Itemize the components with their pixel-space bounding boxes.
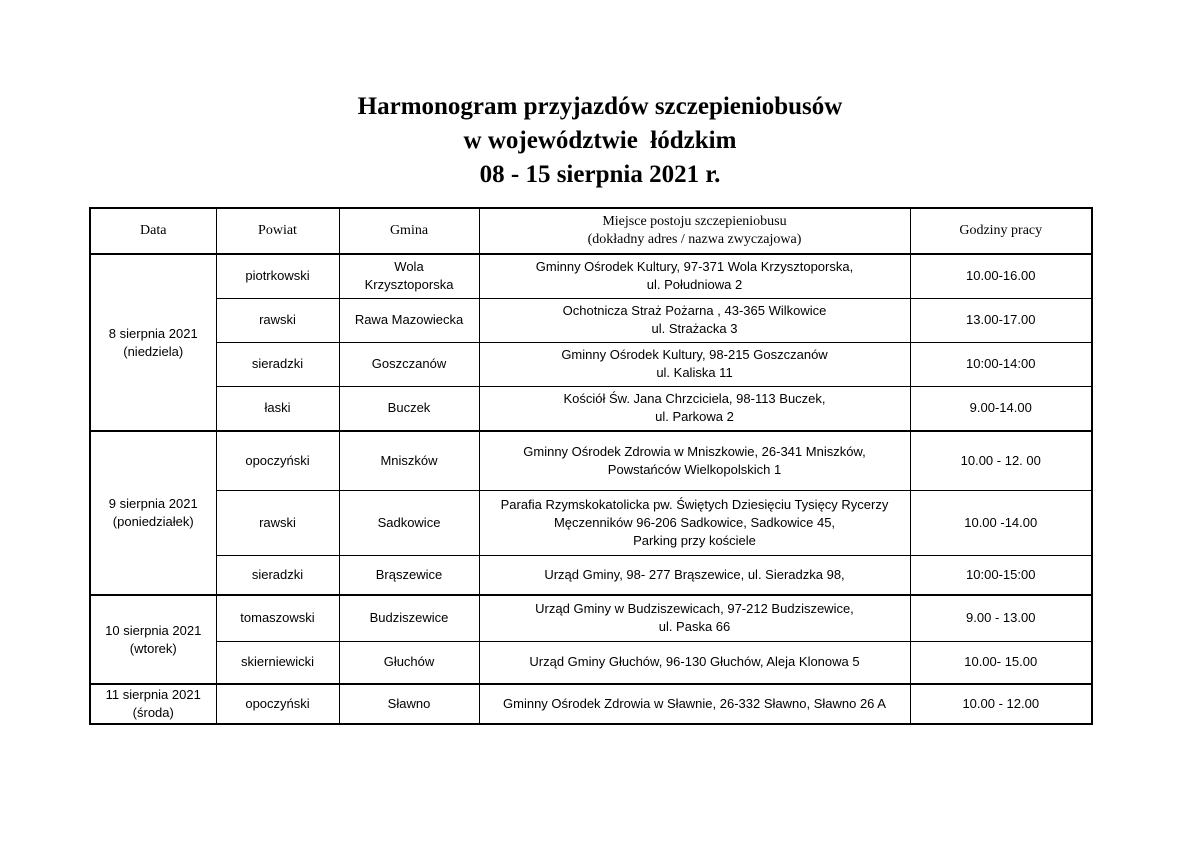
- location-cell: [479, 342, 910, 386]
- cell-line: Ochotnicza Straż Pożarna , 43-365 Wilkowice: [562, 303, 827, 318]
- hours-cell: 10:00-14:00: [910, 342, 1092, 386]
- date-cell: [90, 431, 216, 595]
- cell-line: Gminny Ośrodek Kultury, 98-215 Goszczanów: [561, 347, 828, 362]
- table-row: [90, 595, 1092, 641]
- title-line-3: 08 - 15 sierpnia 2021 r.: [479, 161, 721, 188]
- county-cell: tomaszowski: [216, 595, 339, 641]
- cell-line: Gminny Ośrodek Zdrowia w Mniszkowie, 26-341 Mniszków,: [523, 443, 866, 459]
- county-cell: rawski: [216, 298, 339, 342]
- date-line: 9 sierpnia 2021: [108, 496, 198, 511]
- commune-cell: [339, 641, 479, 684]
- schedule-table: [89, 207, 1093, 725]
- title-line-2: w województwie łódzkim: [463, 127, 737, 154]
- date-cell: [90, 595, 216, 684]
- county-cell: sieradzki: [216, 342, 339, 386]
- header-county: Powiat: [216, 208, 339, 254]
- table-row: [90, 386, 1092, 431]
- document-title: [0, 90, 1200, 192]
- county-cell: opoczyński: [216, 431, 339, 490]
- cell-line: ul. Kaliska 11: [656, 365, 733, 380]
- cell-line: ul. Południowa 2: [646, 277, 743, 293]
- county-cell: rawski: [216, 490, 339, 555]
- cell-line: Buczek: [387, 400, 431, 416]
- cell-line: Budziszewice: [369, 610, 449, 626]
- commune-cell: [339, 254, 479, 298]
- header-commune: Gmina: [339, 208, 479, 254]
- cell-line: Gminny Ośrodek Kultury, 97-371 Wola Krzysztoporska,: [535, 259, 854, 275]
- location-cell: [479, 431, 910, 490]
- weekday-line: (niedziela): [123, 343, 184, 359]
- hours-cell: 13.00-17.00: [910, 298, 1092, 342]
- hours-cell: 10:00-15:00: [910, 555, 1092, 595]
- table-row: [90, 641, 1092, 684]
- table-row: [90, 342, 1092, 386]
- cell-line: Urząd Gminy Głuchów, 96-130 Głuchów, Aleja Klonowa 5: [529, 654, 860, 670]
- commune-cell: [339, 298, 479, 342]
- location-cell: [479, 595, 910, 641]
- table-row: [90, 431, 1092, 490]
- cell-line: Sławno: [387, 696, 431, 711]
- commune-cell: [339, 342, 479, 386]
- weekday-line: (wtorek): [129, 640, 177, 656]
- header-location-line-1: Miejsce postoju szczepieniobusu: [602, 214, 787, 229]
- cell-line: Męczenników 96-206 Sadkowice, Sadkowice 45,: [553, 514, 836, 530]
- location-cell: [479, 254, 910, 298]
- cell-line: Urząd Gminy w Budziszewicach, 97-212 Budziszewice,: [535, 601, 854, 617]
- commune-cell: [339, 431, 479, 490]
- date-line: 10 sierpnia 2021: [105, 622, 202, 638]
- date-cell: [90, 254, 216, 431]
- cell-line: Wola: [394, 259, 424, 275]
- header-location: [479, 208, 910, 254]
- cell-line: Rawa Mazowiecka: [354, 312, 464, 327]
- hours-cell: 10.00 - 12. 00: [910, 431, 1092, 490]
- commune-cell: [339, 490, 479, 555]
- hours-cell: 10.00 -14.00: [910, 490, 1092, 555]
- county-cell: piotrkowski: [216, 254, 339, 298]
- cell-line: ul. Strażacka 3: [651, 321, 738, 336]
- cell-line: ul. Parkowa 2: [655, 409, 734, 425]
- location-cell: [479, 298, 910, 342]
- hours-cell: 10.00-16.00: [910, 254, 1092, 298]
- commune-cell: [339, 555, 479, 595]
- commune-cell: [339, 684, 479, 724]
- cell-line: Urząd Gminy, 98- 277 Brąszewice, ul. Sieradzka 98,: [544, 566, 845, 582]
- county-cell: sieradzki: [216, 555, 339, 595]
- cell-line: Krzysztoporska: [364, 277, 454, 293]
- county-cell: opoczyński: [216, 684, 339, 724]
- county-cell: skierniewicki: [216, 641, 339, 684]
- location-cell: [479, 641, 910, 684]
- title-line-1: Harmonogram przyjazdów szczepieniobusów: [357, 93, 843, 120]
- cell-line: Parking przy kościele: [633, 532, 756, 548]
- commune-cell: [339, 595, 479, 641]
- date-line: 8 sierpnia 2021: [108, 325, 198, 341]
- county-cell: łaski: [216, 386, 339, 431]
- header-location-line-2: (dokładny adres / nazwa zwyczajowa): [587, 232, 802, 247]
- cell-line: Brąszewice: [375, 566, 443, 582]
- location-cell: [479, 490, 910, 555]
- location-cell: [479, 386, 910, 431]
- cell-line: Głuchów: [383, 654, 435, 670]
- date-line: 11 sierpnia 2021: [105, 687, 201, 702]
- cell-line: Kościół Św. Jana Chrzciciela, 98-113 Buczek,: [563, 391, 826, 407]
- hours-cell: 10.00 - 12.00: [910, 684, 1092, 724]
- location-cell: [479, 684, 910, 724]
- table-header-row: [90, 208, 1092, 254]
- header-date: Data: [90, 208, 216, 254]
- date-cell: [90, 684, 216, 724]
- cell-line: ul. Paska 66: [658, 619, 731, 635]
- weekday-line: (środa): [132, 705, 174, 720]
- table-row: [90, 490, 1092, 555]
- header-hours: Godziny pracy: [910, 208, 1092, 254]
- commune-cell: [339, 386, 479, 431]
- hours-cell: 10.00- 15.00: [910, 641, 1092, 684]
- schedule-body: [90, 254, 1092, 724]
- weekday-line: (poniedziałek): [112, 514, 194, 529]
- cell-line: Gminny Ośrodek Zdrowia w Sławnie, 26-332 Sławno, Sławno 26 A: [503, 696, 886, 711]
- table-row: [90, 298, 1092, 342]
- table-row: [90, 684, 1092, 724]
- cell-line: Goszczanów: [371, 356, 447, 371]
- cell-line: Parafia Rzymskokatolicka pw. Świętych Dziesięciu Tysięcy Rycerzy: [500, 496, 889, 512]
- location-cell: [479, 555, 910, 595]
- cell-line: Powstańców Wielkopolskich 1: [607, 461, 782, 477]
- table-row: [90, 254, 1092, 298]
- cell-line: Sadkowice: [377, 514, 441, 530]
- cell-line: Mniszków: [380, 452, 438, 468]
- hours-cell: 9.00 - 13.00: [910, 595, 1092, 641]
- hours-cell: 9.00-14.00: [910, 386, 1092, 431]
- table-row: [90, 555, 1092, 595]
